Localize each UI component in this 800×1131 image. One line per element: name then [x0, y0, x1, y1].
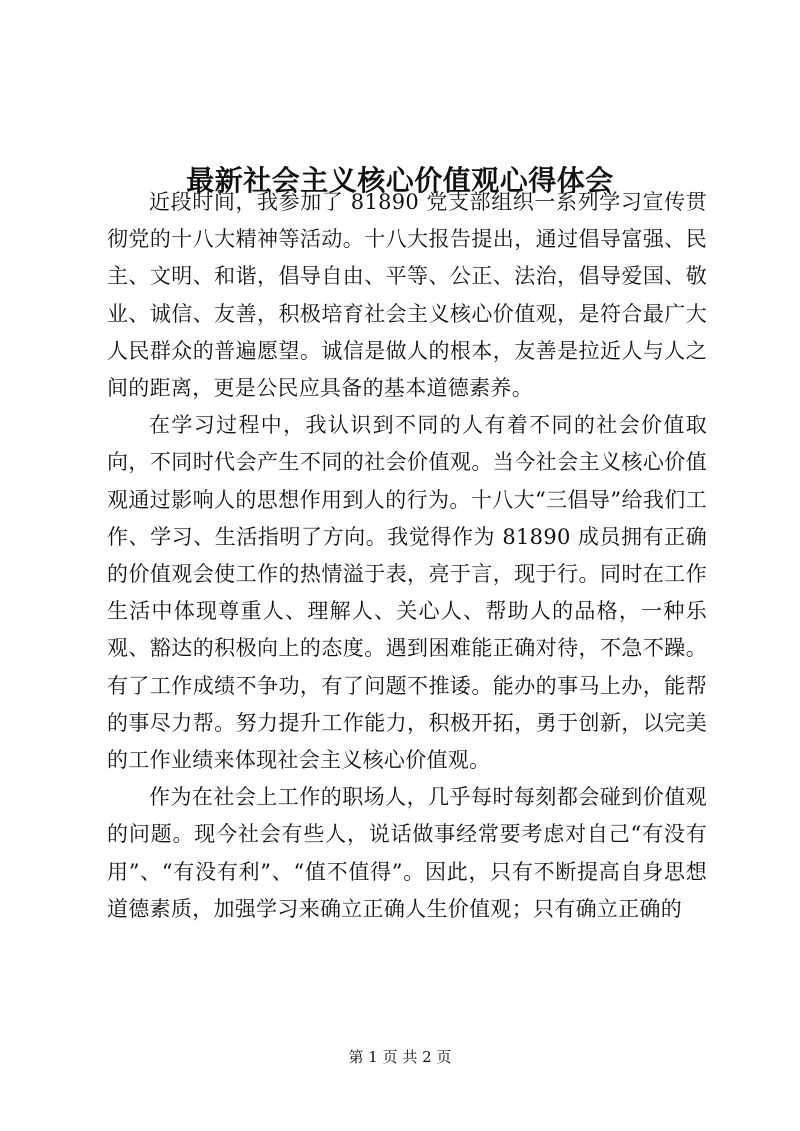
document-body — [107, 184, 707, 928]
paragraph-2: 在学习过程中，我认识到不同的人有着不同的社会价值取向，不同时代会产生不同的社会价值观。当今社会主义核心价值观通过影响人的思想作用到人的行为。十八大“三倡导”给我们工作、学习、生活指明了方向。我觉得作为 81890 成员拥有正确的价值观会使工作的热情溢于表，亮于言，现于行。同时在工作生活中体现尊重人、理解人、关心人、帮助人的品格，一种乐观、豁达的积极向上的态度。遇到困难能正确对待，不急不躁。有了工作成绩不争功，有了问题不推诿。能办的事马上办，能帮的事尽力帮。努力提升工作能力，积极开拓，勇于创新，以完美的工作业绩来体现社会主义核心价值观。 — [107, 413, 707, 773]
page-title: 最新社会主义核心价值观心得体会 — [186, 163, 614, 197]
paragraph-3: 作为在社会上工作的职场人，几乎每时每刻都会碰到价值观的问题。现今社会有些人，说话做事经常要考虑对自己“有没有用”、“有没有利”、“值不值得”。因此，只有不断提高自身思想道德素质，加强学习来确立正确人生价值观；只有确立正确的 — [107, 785, 707, 921]
paragraph-1: 近段时间，我参加了 81890 党支部组织一系列学习宣传贯彻党的十八大精神等活动。十八大报告提出，通过倡导富强、民主、文明、和谐，倡导自由、平等、公正、法治，倡导爱国、敬业、诚信、友善，积极培育社会主义核心价值观，是符合最广大人民群众的普遍愿望。诚信是做人的根本，友善是拉近人与人之间的距离，更是公民应具备的基本道德素养。 — [107, 190, 707, 401]
page-footer: 第 1 页 共 2 页 — [348, 1048, 452, 1066]
